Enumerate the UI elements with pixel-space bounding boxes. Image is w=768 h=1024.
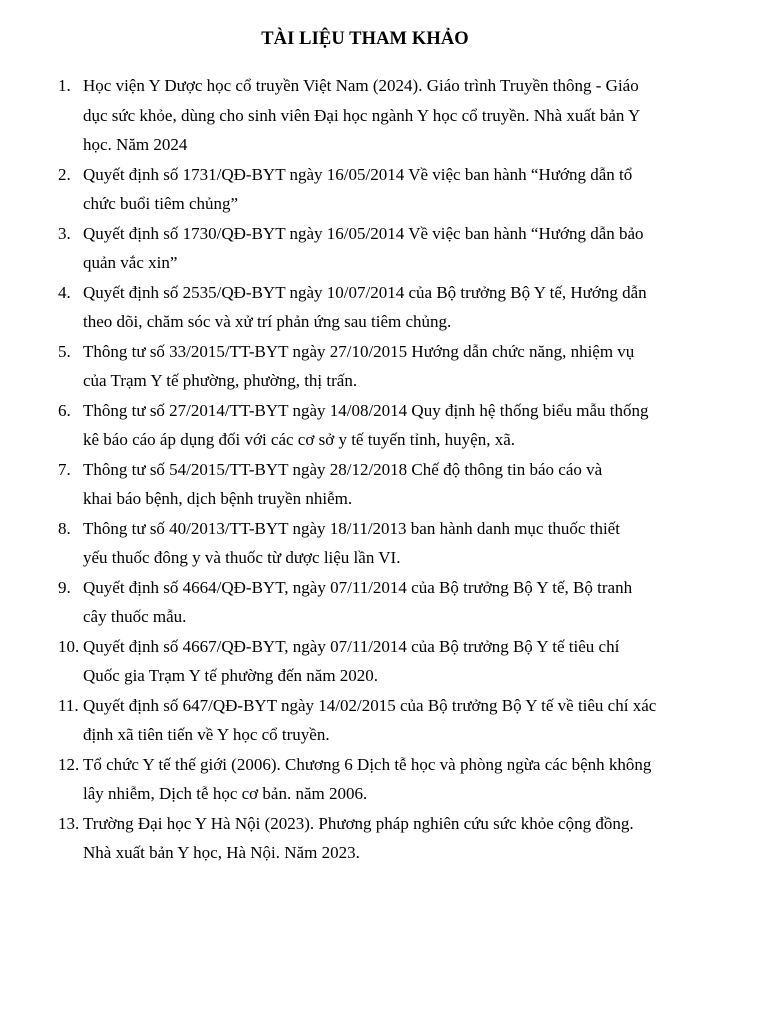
reference-number: 3. [58,223,71,243]
reference-text-line: dục sức khỏe, dùng cho sinh viên Đại học ngành Y học cổ truyền. Nhà xuất bản Y [83,105,641,125]
reference-text-line: của Trạm Y tế phường, phường, thị trấn. [83,371,358,390]
reference-text-line: khai báo bệnh, dịch bệnh truyền nhiễm. [83,489,353,508]
reference-text-line: cây thuốc mẫu. [83,607,187,626]
reference-text-line: định xã tiên tiến về Y học cổ truyền. [83,725,330,744]
reference-number: 2. [58,164,71,184]
reference-number: 8. [58,518,71,538]
reference-item [58,514,710,573]
reference-item [58,278,710,337]
reference-text-line: yếu thuốc đông y và thuốc từ dược liệu lần VI. [83,548,401,567]
reference-item [58,396,710,455]
reference-text-line: theo dõi, chăm sóc và xử trí phản ứng sau tiêm chủng. [83,312,452,331]
reference-number: 4. [58,282,71,302]
reference-text-line: Thông tư số 40/2013/TT-BYT ngày 18/11/2013 ban hành danh mục thuốc thiết [83,518,620,538]
reference-text-line: kê báo cáo áp dụng đối với các cơ sở y tế tuyến tỉnh, huyện, xã. [83,430,516,449]
reference-text-line: Thông tư số 27/2014/TT-BYT ngày 14/08/2014 Quy định hệ thống biểu mẫu thống [83,400,649,420]
reference-item [58,750,710,809]
reference-text-line: Quyết định số 1731/QĐ-BYT ngày 16/05/2014 Về việc ban hành “Hướng dẫn tổ [83,164,633,184]
reference-text-line: quản vắc xin” [83,253,178,272]
reference-text-line: Trường Đại học Y Hà Nội (2023). Phương pháp nghiên cứu sức khỏe cộng đồng. [83,813,634,833]
reference-text-line: Nhà xuất bản Y học, Hà Nội. Năm 2023. [83,843,360,862]
reference-item [58,573,710,632]
reference-text-line: chức buổi tiêm chủng” [83,194,239,213]
reference-text-line: Thông tư số 33/2015/TT-BYT ngày 27/10/2015 Hướng dẫn chức năng, nhiệm vụ [83,341,635,361]
reference-number: 13. [58,813,80,833]
reference-text-line: học. Năm 2024 [83,135,188,154]
reference-number: 12. [58,754,80,774]
reference-text-line: Quyết định số 2535/QĐ-BYT ngày 10/07/2014 của Bộ trưởng Bộ Y tế, Hướng dẫn [83,282,647,302]
reference-item [58,632,710,691]
reference-text-line: Quốc gia Trạm Y tế phường đến năm 2020. [83,666,379,685]
reference-number: 11. [58,695,79,715]
reference-item [58,71,710,160]
reference-item [58,219,710,278]
reference-item [58,691,710,750]
page-title: TÀI LIỆU THAM KHẢO [261,29,469,49]
reference-number: 10. [58,636,80,656]
reference-list [58,71,710,868]
reference-text-line: Quyết định số 647/QĐ-BYT ngày 14/02/2015 của Bộ trưởng Bộ Y tế về tiêu chí xác [83,695,657,715]
reference-item [58,455,710,514]
reference-text-line: Quyết định số 4667/QĐ-BYT, ngày 07/11/2014 của Bộ trưởng Bộ Y tế tiêu chí [83,636,620,656]
reference-number: 9. [58,577,71,597]
reference-number: 6. [58,400,71,420]
reference-item [58,809,710,868]
reference-text-line: Tổ chức Y tế thế giới (2006). Chương 6 Dịch tễ học và phòng ngừa các bệnh không [83,754,652,774]
reference-text-line: Quyết định số 4664/QĐ-BYT, ngày 07/11/2014 của Bộ trưởng Bộ Y tế, Bộ tranh [83,577,633,597]
reference-number: 1. [58,76,71,95]
reference-number: 7. [58,459,71,479]
reference-item [58,337,710,396]
reference-text-line: lây nhiễm, Dịch tễ học cơ bản. năm 2006. [83,784,368,803]
reference-text-line: Học viện Y Dược học cổ truyền Việt Nam (2024). Giáo trình Truyền thông - Giáo [83,76,639,95]
reference-text-line: Thông tư số 54/2015/TT-BYT ngày 28/12/2018 Chế độ thông tin báo cáo và [83,459,603,479]
reference-number: 5. [58,341,71,361]
reference-text-line: Quyết định số 1730/QĐ-BYT ngày 16/05/2014 Về việc ban hành “Hướng dẫn bảo [83,223,644,243]
reference-item [58,160,710,219]
